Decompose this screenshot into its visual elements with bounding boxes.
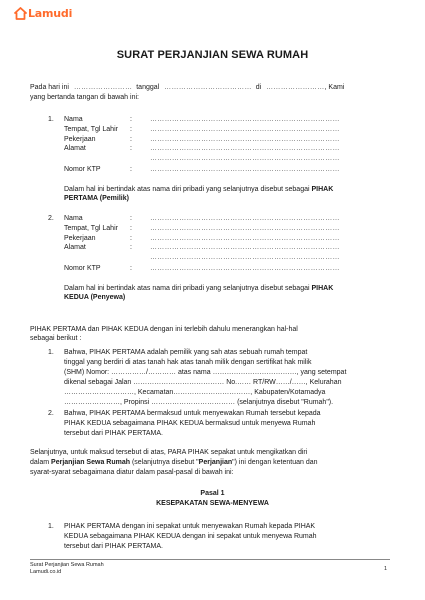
statement-line-2: sebagai berikut : <box>30 335 82 342</box>
field-colon: : <box>130 145 132 152</box>
field-value-placeholder: …………………………………………………………………… <box>150 116 340 123</box>
field-value-placeholder: …………………………………………………………………… <box>150 136 340 143</box>
field-label: Alamat <box>64 244 86 251</box>
field-label: Pekerjaan <box>64 136 96 143</box>
field-label: Tempat, Tgl Lahir <box>64 225 118 232</box>
field-value-placeholder: …………………………………………………………………… <box>150 254 340 261</box>
field-value-placeholder: …………………………………………………………………… <box>150 166 340 173</box>
point-line: PIHAK KEDUA sebagaimana PIHAK KEDUA bermaksud untuk menyewa Rumah <box>64 420 316 427</box>
footer-site: Lamudi.co.id <box>30 569 62 575</box>
party-1-description: Dalam hal ini bertindak atas nama diri pribadi yang selanjutnya disebut sebagai PIHAK <box>64 186 334 193</box>
field-colon: : <box>130 265 132 272</box>
house-logo-icon <box>14 7 27 20</box>
field-value-placeholder: …………………………………………………………………… <box>150 235 340 242</box>
field-label: Pekerjaan <box>64 235 96 242</box>
pasal-heading: Pasal 1 <box>200 490 225 497</box>
field-label: Nomor KTP <box>64 265 101 272</box>
party-1-role: PERTAMA (Pemilik) <box>64 195 129 202</box>
point-line: …………………………, Kecamatan……………………………, Kabupaten/Kotamadya <box>64 389 326 396</box>
point-line: ……………………, Propinsi ……………………………… (selanjutnya disebut "Rumah"). <box>64 399 334 406</box>
pasal-item-number: 1. <box>48 523 54 530</box>
field-value-placeholder: …………………………………………………………………… <box>150 215 340 222</box>
field-colon: : <box>130 166 132 173</box>
party-1-number: 1. <box>48 116 54 123</box>
field-colon: : <box>130 235 132 242</box>
field-label: Nomor KTP <box>64 166 101 173</box>
field-colon: : <box>130 225 132 232</box>
point-line: Bahwa, PIHAK PERTAMA adalah pemilik yang sah atas sebuah rumah tempat <box>64 349 308 356</box>
field-label: Tempat, Tgl Lahir <box>64 126 118 133</box>
field-label: Alamat <box>64 145 86 152</box>
point-line: tinggal yang berdiri di atas tanah hak atas tanah milik dengan sertifikat hak milik <box>64 359 312 366</box>
field-value-placeholder: …………………………………………………………………… <box>150 126 340 133</box>
party-2-description: Dalam hal ini bertindak atas nama diri pribadi yang selanjutnya disebut sebagai PIHAK <box>64 285 334 292</box>
point-line: tersebut dari PIHAK PERTAMA. <box>64 430 163 437</box>
point-line: Bahwa, PIHAK PERTAMA bermaksud untuk menyewakan Rumah tersebut kepada <box>64 410 321 417</box>
field-colon: : <box>130 215 132 222</box>
closing-line-3: syarat-syarat sebagaimana diatur dalam pasal-pasal di bawah ini: <box>30 469 234 476</box>
field-value-placeholder: …………………………………………………………………… <box>150 145 340 152</box>
field-label: Nama <box>64 116 83 123</box>
footer-page-number: 1 <box>384 566 388 572</box>
field-label: Nama <box>64 215 83 222</box>
closing-line-1: Selanjutnya, untuk maksud tersebut di atas, PARA PIHAK sepakat untuk mengikatkan diri <box>30 449 308 456</box>
statement-line-1: PIHAK PERTAMA dan PIHAK KEDUA dengan ini terlebih dahulu menerangkan hal-hal <box>30 326 298 333</box>
field-colon: : <box>130 244 132 251</box>
field-value-placeholder: …………………………………………………………………… <box>150 155 340 162</box>
field-colon: : <box>130 126 132 133</box>
document-title: SURAT PERJANJIAN SEWA RUMAH <box>116 49 309 61</box>
pasal-line: PIHAK PERTAMA dengan ini sepakat untuk menyewakan Rumah kepada PIHAK <box>64 523 316 530</box>
pasal-line: KEDUA sebagaimana PIHAK KEDUA dengan ini sepakat untuk menyewa Rumah <box>64 533 317 540</box>
point-number: 1. <box>48 349 54 356</box>
party-2-number: 2. <box>48 215 54 222</box>
point-number: 2. <box>48 410 54 417</box>
field-value-placeholder: …………………………………………………………………… <box>150 265 340 272</box>
party-2-role: KEDUA (Penyewa) <box>64 294 126 301</box>
lamudi-logo <box>14 7 72 20</box>
pasal-line: tersebut dari PIHAK PERTAMA. <box>64 543 163 550</box>
field-value-placeholder: …………………………………………………………………… <box>150 225 340 232</box>
intro-line-1: Pada hari ini …………………… tanggal ……………………………… di ……………………, Kami <box>30 84 345 91</box>
point-line: dikenal sebagai Jalan ………………………………… No.…… RT/RW……/……, Kelurahan <box>64 379 342 386</box>
footer-divider <box>30 559 390 560</box>
footer-doc-name: Surat Perjanjian Sewa Rumah <box>30 562 104 568</box>
field-colon: : <box>130 136 132 143</box>
logo-text: Lamudi <box>28 7 73 20</box>
pasal-subheading: KESEPAKATAN SEWA-MENYEWA <box>156 500 269 507</box>
intro-line-2: yang bertanda tangan di bawah ini: <box>30 94 139 101</box>
field-value-placeholder: …………………………………………………………………… <box>150 244 340 251</box>
point-line: (SHM) Nomor: ……………/………… atas nama ………………………………, yang setempat <box>64 369 347 376</box>
closing-line-2: dalam Perjanjian Sewa Rumah (selanjutnya disebut "Perjanjian") ini dengan ketentuan dan <box>30 459 318 466</box>
field-colon: : <box>130 116 132 123</box>
